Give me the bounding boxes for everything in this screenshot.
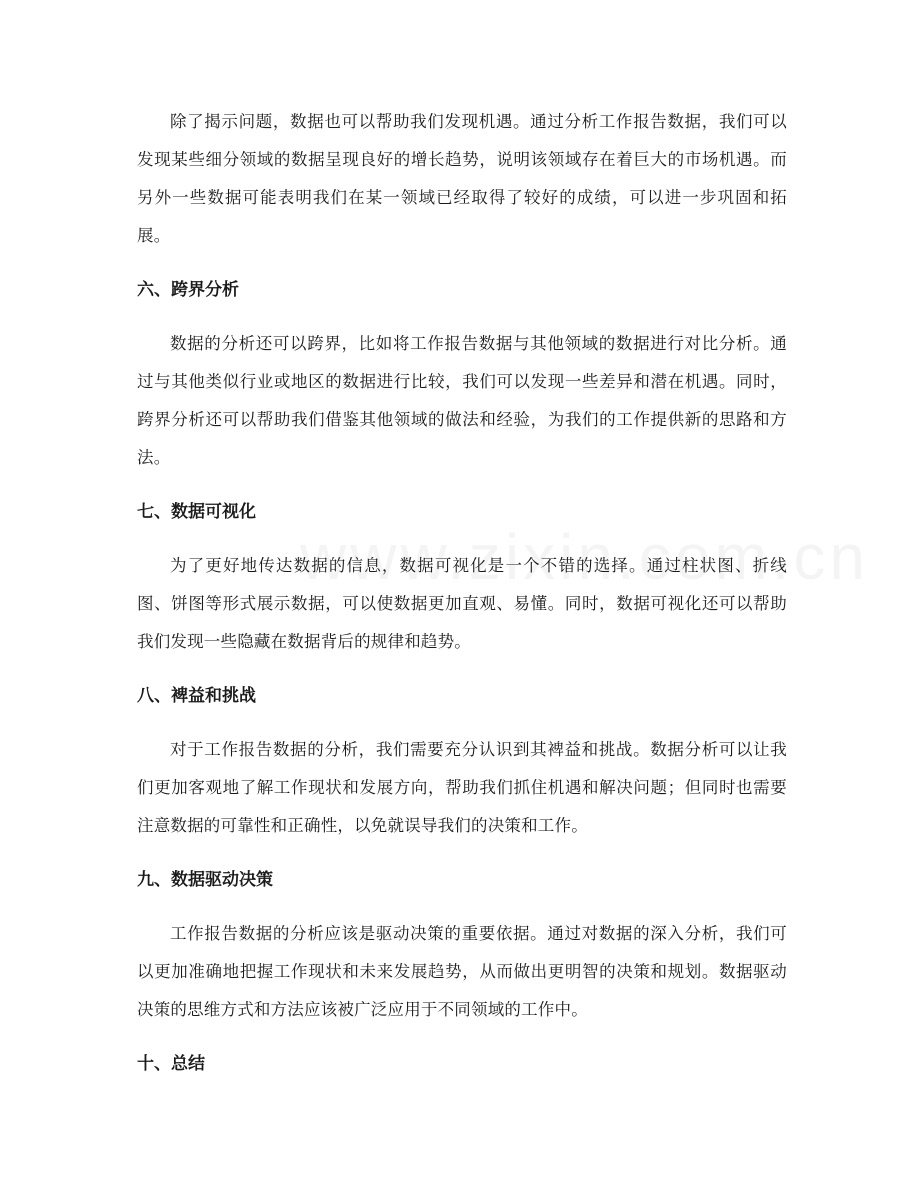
document-body xyxy=(137,103,787,1083)
section-heading-9: 九、数据驱动决策 xyxy=(137,870,273,890)
section-body-7: 为了更好地传达数据的信息，数据可视化是一个不错的选择。通过柱状图、折线图、饼图等形式展示数据，可以使数据更加直观、易懂。同时，数据可视化还可以帮助我们发现一些隐藏在数据背后的规律和趋势。 xyxy=(137,556,787,651)
section-body-9: 工作报告数据的分析应该是驱动决策的重要依据。通过对数据的深入分析，我们可以更加准确地把握工作现状和未来发展趋势，从而做出更明智的决策和规划。数据驱动决策的思维方式和方法应该被广泛应用于不同领域的工作中。 xyxy=(137,924,787,1019)
section-heading-8: 八、裨益和挑战 xyxy=(137,686,256,706)
section-heading-6: 六、跨界分析 xyxy=(137,280,239,300)
section-heading-7: 七、数据可视化 xyxy=(137,502,256,522)
section-body-6: 数据的分析还可以跨界，比如将工作报告数据与其他领域的数据进行对比分析。通过与其他类似行业或地区的数据进行比较，我们可以发现一些差异和潜在机遇。同时，跨界分析还可以帮助我们借鉴其他领域的做法和经验，为我们的工作提供新的思路和方法。 xyxy=(137,334,787,467)
section-heading-10: 十、总结 xyxy=(137,1054,205,1074)
section-body-8: 对于工作报告数据的分析，我们需要充分认识到其裨益和挑战。数据分析可以让我们更加客观地了解工作现状和发展方向，帮助我们抓住机遇和解决问题；但同时也需要注意数据的可靠性和正确性，以免就误导我们的决策和工作。 xyxy=(137,740,787,835)
intro-paragraph: 除了揭示问题，数据也可以帮助我们发现机遇。通过分析工作报告数据，我们可以发现某些细分领域的数据呈现良好的增长趋势，说明该领域存在着巨大的市场机遇。而另外一些数据可能表明我们在某一领域已经取得了较好的成绩，可以进一步巩固和拓展。 xyxy=(137,112,787,245)
